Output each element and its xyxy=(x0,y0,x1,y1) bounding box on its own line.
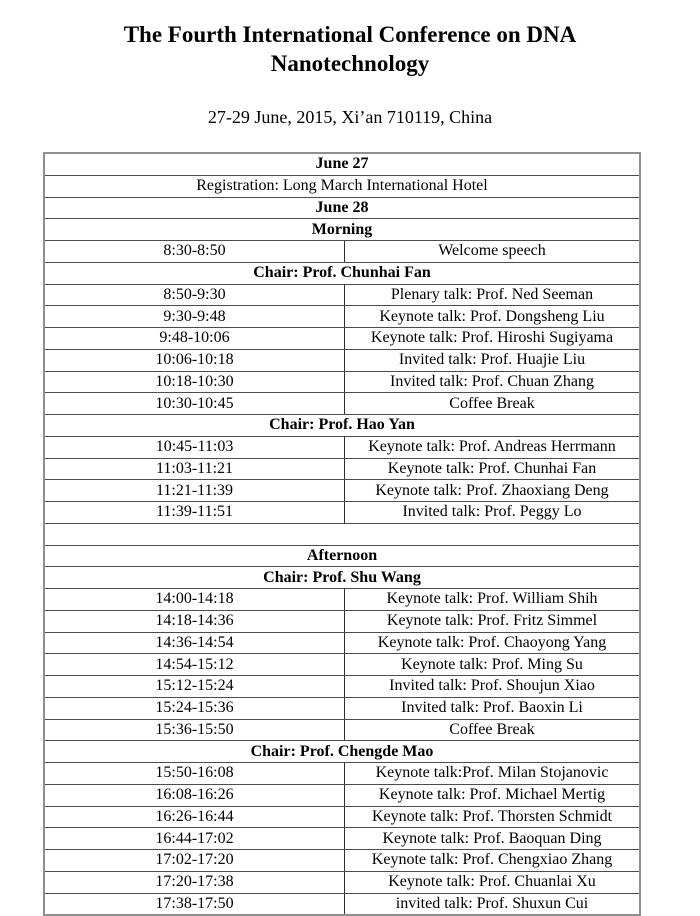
event-cell: Keynote talk: Prof. Fritz Simmel xyxy=(386,612,598,630)
time-cell: 11:21-11:39 xyxy=(45,480,345,501)
event-cell: Coffee Break xyxy=(449,720,535,738)
schedule-row xyxy=(45,654,639,676)
event-cell: Keynote talk: Prof. Michael Mertig xyxy=(378,786,606,804)
section-row xyxy=(45,176,639,198)
section-label: Chair: Prof. Chengde Mao xyxy=(250,742,434,760)
section-row xyxy=(45,567,639,589)
section-label: Registration: Long March International Hotel xyxy=(196,177,488,195)
schedule-row xyxy=(45,828,639,850)
section-label: Chair: Prof. Chunhai Fan xyxy=(253,264,431,282)
section-row xyxy=(45,415,639,437)
schedule-row xyxy=(45,589,639,611)
event-cell: Plenary talk: Prof. Ned Seeman xyxy=(390,285,594,303)
time-cell: 15:12-15:24 xyxy=(45,676,345,697)
time-cell: 11:03-11:21 xyxy=(45,459,345,480)
time-cell: 17:02-17:20 xyxy=(45,850,345,871)
event-cell: Invited talk: Prof. Shoujun Xiao xyxy=(389,677,595,695)
schedule-row xyxy=(45,698,639,720)
time-cell: 15:24-15:36 xyxy=(45,698,345,719)
event-cell: Keynote talk: Prof. Baoquan Ding xyxy=(382,829,602,847)
event-cell: Coffee Break xyxy=(449,394,535,412)
schedule-row xyxy=(45,306,639,328)
event-cell: Keynote talk:Prof. Milan Stojanovic xyxy=(375,764,609,782)
event-cell: Keynote talk: Prof. Chunhai Fan xyxy=(387,459,597,477)
event-cell: Invited talk: Prof. Huajie Liu xyxy=(398,351,586,369)
event-cell: Keynote talk: Prof. William Shih xyxy=(386,590,598,608)
section-row xyxy=(45,198,639,220)
schedule-row xyxy=(45,894,639,915)
page-title: The Fourth International Conference on DNA Nanotechnology xyxy=(123,22,577,76)
event-cell: Keynote talk: Prof. Chuanlai Xu xyxy=(388,873,596,891)
event-cell: Invited talk: Prof. Baoxin Li xyxy=(401,699,583,717)
schedule-row xyxy=(45,872,639,894)
schedule-row xyxy=(45,393,639,415)
time-cell: 10:30-10:45 xyxy=(45,393,345,414)
time-cell: 15:50-16:08 xyxy=(45,763,345,784)
schedule-row xyxy=(45,328,639,350)
schedule-row xyxy=(45,676,639,698)
time-cell: 17:20-17:38 xyxy=(45,872,345,893)
section-row xyxy=(45,546,639,568)
schedule-row xyxy=(45,372,639,394)
time-cell: 16:44-17:02 xyxy=(45,828,345,849)
time-cell: 10:45-11:03 xyxy=(45,437,345,458)
time-cell: 9:30-9:48 xyxy=(45,306,345,327)
empty-cell xyxy=(45,524,639,545)
time-cell: 9:48-10:06 xyxy=(45,328,345,349)
conference-date-location: 27-29 June, 2015, Xi’an 710119, China xyxy=(207,107,493,127)
schedule-row xyxy=(45,720,639,742)
event-cell: Invited talk: Prof. Peggy Lo xyxy=(402,503,582,521)
event-cell: Keynote talk: Prof. Chengxiao Zhang xyxy=(371,851,613,869)
time-cell: 11:39-11:51 xyxy=(45,502,345,523)
time-cell: 17:38-17:50 xyxy=(45,894,345,915)
schedule-row xyxy=(45,763,639,785)
schedule-row xyxy=(45,633,639,655)
event-cell: Keynote talk: Prof. Dongsheng Liu xyxy=(379,307,605,325)
time-cell: 8:30-8:50 xyxy=(45,241,345,262)
time-cell: 16:26-16:44 xyxy=(45,807,345,828)
section-row xyxy=(45,263,639,285)
schedule-row xyxy=(45,807,639,829)
time-cell: 14:54-15:12 xyxy=(45,654,345,675)
event-cell: Keynote talk: Prof. Ming Su xyxy=(401,655,583,673)
schedule-row xyxy=(45,437,639,459)
time-cell: 14:00-14:18 xyxy=(45,589,345,610)
section-label: Morning xyxy=(311,220,373,238)
section-row xyxy=(45,219,639,241)
schedule-row xyxy=(45,285,639,307)
schedule-row xyxy=(45,502,639,524)
time-cell: 10:18-10:30 xyxy=(45,372,345,393)
empty-row xyxy=(45,524,639,546)
time-cell: 14:36-14:54 xyxy=(45,633,345,654)
event-cell: Keynote talk: Prof. Zhaoxiang Deng xyxy=(375,481,609,499)
section-label: June 28 xyxy=(315,198,369,216)
schedule-row xyxy=(45,850,639,872)
section-row xyxy=(45,741,639,763)
section-label: Chair: Prof. Hao Yan xyxy=(269,416,415,434)
section-label: Afternoon xyxy=(306,546,378,564)
schedule-row xyxy=(45,459,639,481)
event-cell: invited talk: Prof. Shuxun Cui xyxy=(395,894,589,912)
time-cell: 16:08-16:26 xyxy=(45,785,345,806)
section-row xyxy=(45,154,639,176)
schedule-row xyxy=(45,480,639,502)
time-cell: 15:36-15:50 xyxy=(45,720,345,741)
schedule-row xyxy=(45,241,639,263)
schedule-row xyxy=(45,785,639,807)
time-cell: 8:50-9:30 xyxy=(45,285,345,306)
time-cell: 10:06-10:18 xyxy=(45,350,345,371)
event-cell: Invited talk: Prof. Chuan Zhang xyxy=(390,372,594,390)
schedule-table xyxy=(43,152,641,916)
section-label: June 27 xyxy=(315,155,369,173)
schedule-row xyxy=(45,350,639,372)
event-cell: Keynote talk: Prof. Hiroshi Sugiyama xyxy=(370,329,614,347)
section-label: Chair: Prof. Shu Wang xyxy=(263,568,421,586)
time-cell: 14:18-14:36 xyxy=(45,611,345,632)
schedule-row xyxy=(45,611,639,633)
event-cell: Welcome speech xyxy=(438,242,546,260)
event-cell: Keynote talk: Prof. Andreas Herrmann xyxy=(368,438,616,456)
event-cell: Keynote talk: Prof. Thorsten Schmidt xyxy=(371,807,613,825)
event-cell: Keynote talk: Prof. Chaoyong Yang xyxy=(377,633,607,651)
